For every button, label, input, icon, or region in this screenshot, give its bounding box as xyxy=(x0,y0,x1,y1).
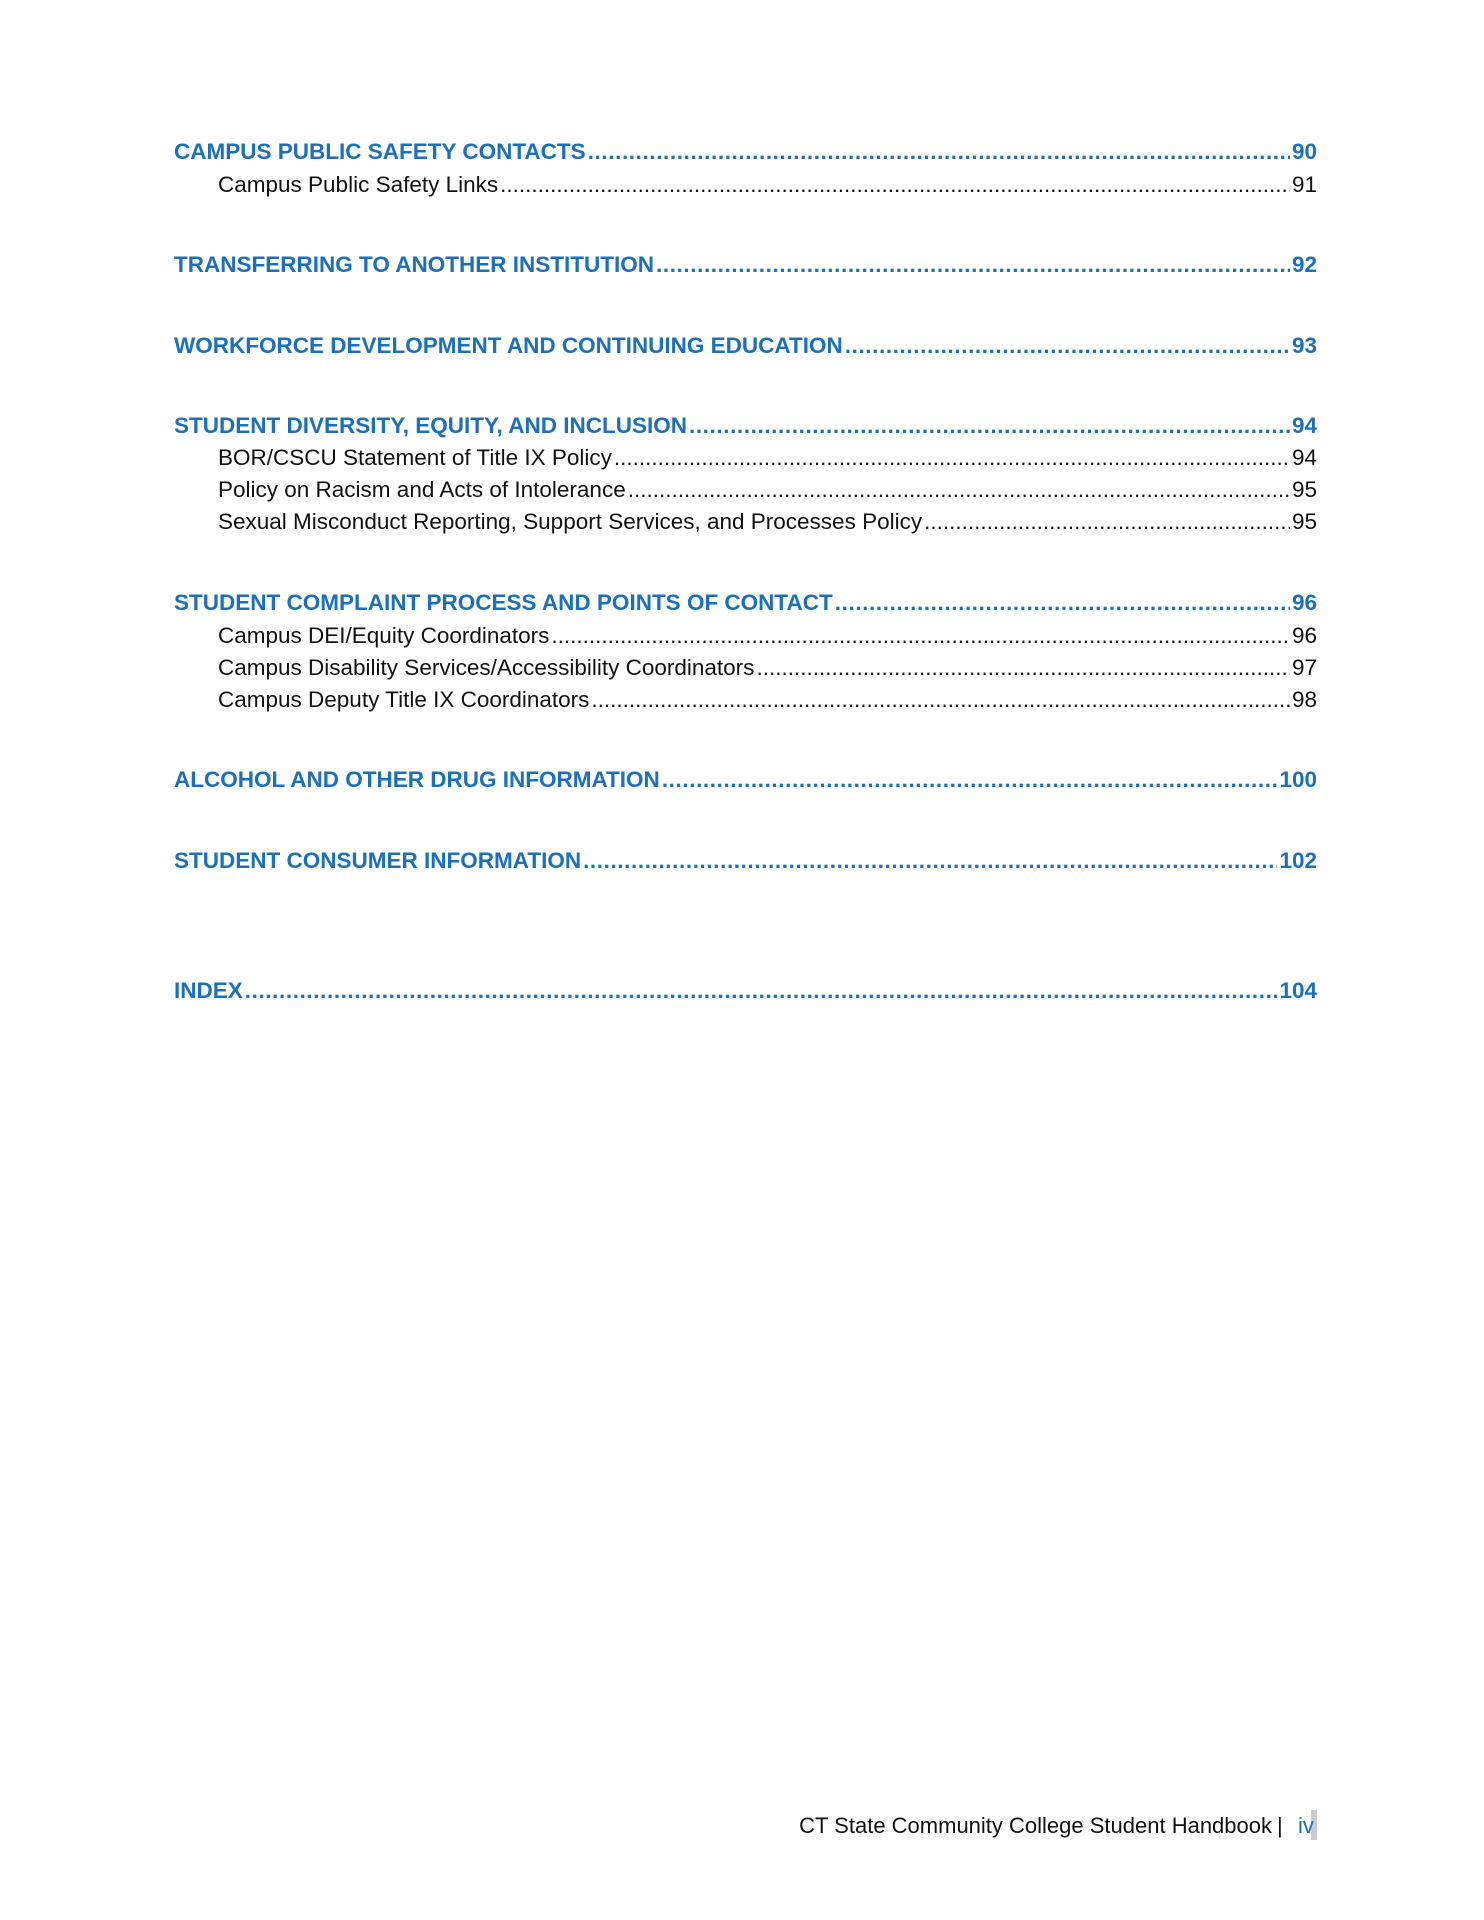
toc-entry xyxy=(0,136,1484,168)
toc-entry-page: 96 xyxy=(1291,623,1317,648)
toc-entry-title: STUDENT COMPLAINT PROCESS AND POINTS OF CONTACT xyxy=(174,590,833,615)
toc-dot-leader xyxy=(583,845,1277,877)
toc-entry-page: 92 xyxy=(1291,252,1317,277)
toc-dot-leader xyxy=(245,975,1278,1007)
toc-entry-page: 94 xyxy=(1291,445,1317,470)
toc-dot-leader xyxy=(756,652,1290,684)
toc-entry xyxy=(0,330,1484,362)
toc-dot-leader xyxy=(588,136,1290,168)
toc-dot-leader xyxy=(924,506,1290,538)
toc-entry-page: 97 xyxy=(1291,655,1317,680)
toc-dot-leader xyxy=(845,330,1290,362)
toc-entry-page: 95 xyxy=(1291,509,1317,534)
toc-link-index[interactable] xyxy=(174,975,1317,1007)
toc-dot-leader xyxy=(689,410,1290,442)
toc-link-student-diversity[interactable] xyxy=(174,410,1317,442)
toc-entry-page: 98 xyxy=(1291,687,1317,712)
toc-entry xyxy=(0,506,1484,538)
toc-dot-leader xyxy=(551,620,1290,652)
toc-link-student-complaint-process[interactable] xyxy=(174,587,1317,619)
toc-link-disability-coordinators[interactable] xyxy=(218,652,1317,684)
toc-entry-page: 94 xyxy=(1291,413,1317,438)
toc-link-transferring[interactable] xyxy=(174,249,1317,281)
toc-entry xyxy=(0,620,1484,652)
toc-entry xyxy=(0,169,1484,201)
footer-separator: | xyxy=(1277,1813,1283,1838)
toc-entry-page: 96 xyxy=(1291,590,1317,615)
toc-entry-title: ALCOHOL AND OTHER DRUG INFORMATION xyxy=(174,767,660,792)
toc-entry-title: INDEX xyxy=(174,978,243,1003)
toc-entry-title: Campus DEI/Equity Coordinators xyxy=(218,623,550,648)
toc-entry-page: 104 xyxy=(1279,978,1317,1003)
toc-link-title-ix-coordinators[interactable] xyxy=(218,684,1317,716)
toc-dot-leader xyxy=(662,764,1278,796)
toc-entry-page: 91 xyxy=(1291,172,1317,197)
toc-link-sexual-misconduct-policy[interactable] xyxy=(218,506,1317,538)
page-footer xyxy=(0,1808,1484,1844)
toc-entry xyxy=(0,845,1484,877)
toc-link-alcohol-drug-information[interactable] xyxy=(174,764,1317,796)
toc-dot-leader xyxy=(656,249,1290,281)
toc-link-dei-coordinators[interactable] xyxy=(218,620,1317,652)
toc-link-racism-policy[interactable] xyxy=(218,474,1317,506)
toc-entry xyxy=(0,652,1484,684)
toc-link-title-ix-statement[interactable] xyxy=(218,442,1317,474)
toc-entry xyxy=(0,410,1484,442)
toc-link-student-consumer-information[interactable] xyxy=(174,845,1317,877)
toc-entry xyxy=(0,684,1484,716)
toc-entry xyxy=(0,249,1484,281)
toc-dot-leader xyxy=(628,474,1290,506)
toc-entry-page: 90 xyxy=(1291,139,1317,164)
toc-entry xyxy=(0,764,1484,796)
footer-page-number: iv xyxy=(1298,1813,1314,1838)
toc-entry xyxy=(0,474,1484,506)
toc-entry-title: Campus Deputy Title IX Coordinators xyxy=(218,687,590,712)
toc-entry-title: STUDENT DIVERSITY, EQUITY, AND INCLUSION xyxy=(174,413,687,438)
toc-entry-title: CAMPUS PUBLIC SAFETY CONTACTS xyxy=(174,139,586,164)
toc-link-campus-public-safety-contacts[interactable] xyxy=(174,136,1317,168)
toc-entry-title: WORKFORCE DEVELOPMENT AND CONTINUING EDUCATION xyxy=(174,333,843,358)
toc-link-campus-public-safety-links[interactable] xyxy=(218,169,1317,201)
toc-entry-title: Campus Public Safety Links xyxy=(218,172,499,197)
toc-entry xyxy=(0,975,1484,1007)
toc-link-workforce-development[interactable] xyxy=(174,330,1317,362)
toc-dot-leader xyxy=(835,587,1290,619)
toc-entry-page: 95 xyxy=(1291,477,1317,502)
toc-dot-leader xyxy=(500,169,1290,201)
toc-entry-page: 93 xyxy=(1291,333,1317,358)
footer-handbook-title: CT State Community College Student Handbook xyxy=(799,1813,1272,1838)
toc-entry-page: 100 xyxy=(1279,767,1317,792)
toc-entry-title: TRANSFERRING TO ANOTHER INSTITUTION xyxy=(174,252,654,277)
toc-entry-title: Sexual Misconduct Reporting, Support Services, and Processes Policy xyxy=(218,509,923,534)
toc-dot-leader xyxy=(591,684,1290,716)
toc-entry-title: Campus Disability Services/Accessibility Coordinators xyxy=(218,655,755,680)
toc-entry xyxy=(0,442,1484,474)
toc-entry-title: BOR/CSCU Statement of Title IX Policy xyxy=(218,445,612,470)
toc-entry-title: STUDENT CONSUMER INFORMATION xyxy=(174,848,582,873)
toc-entry-page: 102 xyxy=(1279,848,1317,873)
toc-entry xyxy=(0,587,1484,619)
toc-entry-title: Policy on Racism and Acts of Intolerance xyxy=(218,477,626,502)
toc-dot-leader xyxy=(614,442,1290,474)
